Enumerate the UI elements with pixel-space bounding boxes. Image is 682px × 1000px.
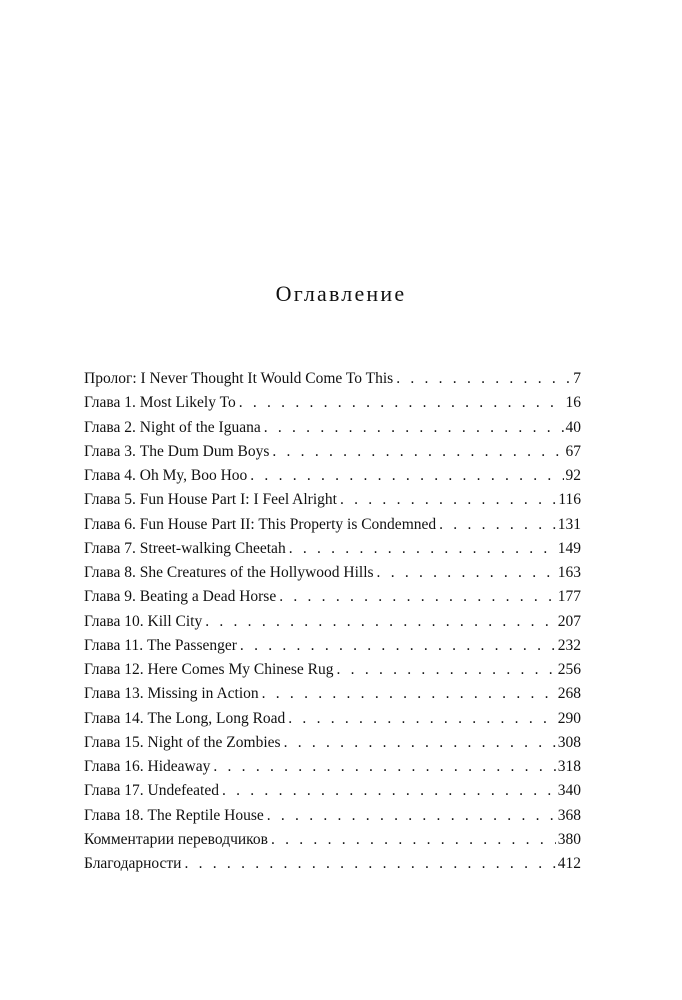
dot-leader [240,637,556,655]
table-of-contents [84,370,581,879]
toc-entry-label: Глава 8. She Creatures of the Hollywood Hills [84,564,374,581]
toc-entry-page-number: 131 [557,515,581,533]
toc-entry [84,710,581,734]
dot-leader [264,419,564,437]
toc-entry [84,370,581,394]
dot-leader [262,685,556,703]
toc-entry [84,564,581,588]
dot-leader [439,516,556,534]
toc-entry-label: Комментарии переводчиков [84,830,268,848]
toc-entry [84,807,581,831]
toc-entry-label: Глава 3. The Dum Dum Boys [84,442,270,460]
dot-leader [284,734,556,752]
toc-entry-page-number: 163 [557,564,581,581]
dot-leader [250,467,563,485]
toc-entry-label: Глава 11. The Passenger [84,636,237,654]
toc-entry [84,394,581,418]
toc-entry [84,540,581,564]
toc-entry-page-number: 149 [557,539,581,557]
toc-entry-page-number: 380 [557,830,581,848]
toc-entry-page-number: 412 [557,855,581,872]
toc-entry [84,613,581,637]
toc-entry-label: Глава 10. Kill City [84,612,203,630]
dot-leader [239,394,564,412]
toc-entry-page-number: 290 [557,709,581,727]
toc-entry-label: Глава 9. Beating a Dead Horse [84,588,277,606]
dot-leader [267,807,556,825]
toc-entry-page-number: 7 [573,370,581,387]
toc-entry-page-number: 92 [565,467,581,484]
dot-leader [377,564,556,582]
toc-entry-label: Пролог: I Never Thought It Would Come To This [84,370,394,387]
dot-leader [271,831,556,849]
dot-leader [279,588,556,606]
toc-entry-label: Глава 5. Fun House Part I: I Feel Alright [84,491,337,509]
dot-leader [337,661,556,679]
toc-entry [84,516,581,540]
dot-leader [205,613,556,631]
toc-entry-page-number: 232 [557,636,581,654]
toc-entry-page-number: 40 [565,418,581,436]
toc-entry [84,685,581,709]
toc-entry [84,758,581,782]
toc-entry [84,637,581,661]
toc-entry-label: Глава 4. Oh My, Boo Hoo [84,467,248,484]
dot-leader [396,370,571,388]
dot-leader [340,491,556,509]
dot-leader [184,855,555,873]
toc-entry-page-number: 67 [565,442,581,460]
dot-leader [272,443,563,461]
dot-leader [213,758,555,776]
toc-entry [84,831,581,855]
toc-entry-page-number: 308 [557,733,581,751]
toc-entry [84,734,581,758]
toc-entry [84,443,581,467]
toc-entry-label: Глава 7. Street-walking Cheetah [84,539,286,557]
toc-entry-label: Благодарности [84,855,182,872]
toc-entry-label: Глава 15. Night of the Zombies [84,733,281,751]
toc-entry [84,782,581,806]
toc-entry-label: Глава 16. Hideaway [84,758,211,775]
toc-entry-label: Глава 13. Missing in Action [84,685,259,703]
toc-entry [84,661,581,685]
dot-leader [288,710,555,728]
toc-entry-page-number: 256 [557,661,581,678]
toc-entry-label: Глава 1. Most Likely To [84,394,236,412]
toc-entry-page-number: 116 [558,491,581,509]
toc-entry [84,855,581,879]
dot-leader [222,782,556,800]
toc-entry-page-number: 318 [557,758,581,775]
toc-entry [84,588,581,612]
toc-entry-label: Глава 18. The Reptile House [84,806,264,824]
toc-entry-label: Глава 17. Undefeated [84,782,219,800]
toc-entry-page-number: 368 [557,806,581,824]
toc-entry-page-number: 207 [557,612,581,630]
toc-entry-label: Глава 6. Fun House Part II: This Property is Condemned [84,515,437,533]
dot-leader [289,540,556,558]
toc-entry [84,491,581,515]
toc-entry-label: Глава 12. Here Comes My Chinese Rug [84,661,334,678]
toc-entry-page-number: 177 [557,588,581,606]
toc-entry-page-number: 16 [565,394,581,412]
toc-entry-page-number: 268 [557,685,581,703]
page-title: Оглавление [275,280,407,306]
toc-entry-page-number: 340 [557,782,581,800]
toc-entry [84,419,581,443]
toc-entry-label: Глава 2. Night of the Iguana [84,418,261,436]
toc-entry [84,467,581,491]
toc-entry-label: Глава 14. The Long, Long Road [84,709,286,727]
